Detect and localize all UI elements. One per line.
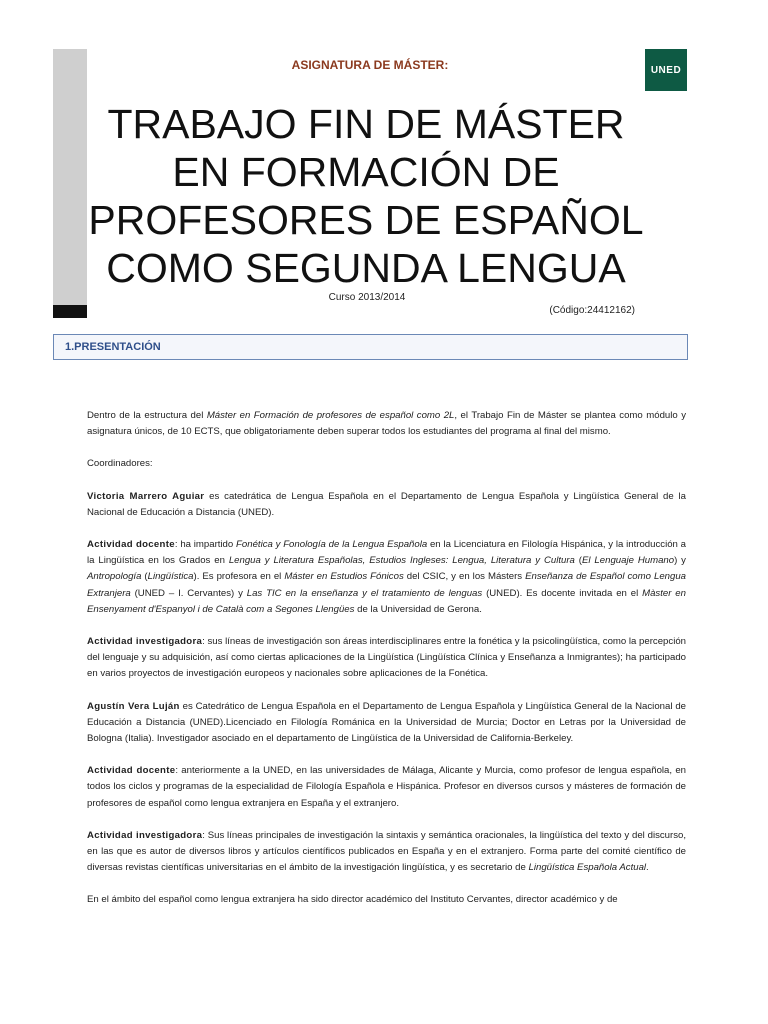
text-run: es Catedrático de Lengua Española en el Departamento de Lengua Española y Lingüística General de la Nacional de Educación a Distancia (UNED).Licenciado en Filología Románica en la Universidad de Murcia; Doctor en Letras por la Universidad de Bologna (Italia). Investigador asociado en el departamento de Lingüística de la Universidad de California-Berkeley.: [87, 700, 687, 745]
italic-run: Antropología: [87, 571, 142, 583]
text-run: (: [141, 571, 148, 583]
body-paragraph: [87, 699, 686, 748]
text-run: : ha impartido: [174, 539, 237, 551]
italic-run: Lingüística: [147, 571, 194, 583]
bold-run: Actividad docente: [87, 765, 176, 777]
body-paragraph: [87, 408, 686, 440]
body-paragraph: [87, 489, 686, 521]
title-line: COMO SEGUNDA LENGUA: [106, 245, 626, 291]
text-run: : sus líneas de investigación son áreas interdisciplinares entre la fonética y la psicolingüística, como la percepción del lenguaje y su adquisición, así como ciertas aplicaciones de la Lingüística (Lingüística Clínica y Enseñanza a Inmigrantes); ha participado en varios proyectos de investigación europeos y nacionales sobre aplicaciones de la Fonética.: [87, 636, 686, 680]
body-paragraph: [87, 456, 686, 472]
bold-run: Victoria Marrero Aguiar: [87, 490, 205, 502]
text-run: Coordinadores:: [87, 458, 153, 470]
text-run: ) y: [674, 555, 686, 567]
decorative-black-bar: [53, 305, 87, 318]
italic-run: Enseñanza de Español como Lengua Extranjera: [87, 571, 686, 599]
text-run: : Sus líneas principales de investigación la sintaxis y semántica oracionales, la lingüística del texto y del discurso, en las que es autor de diversos libros y artículos científicos publicados en España y en el extranjero. Forma parte del comité científico de diversas revistas científicas universitarias en el ámbito de la investigación lingüística, y es secretario de: [87, 829, 686, 874]
text-run: del CSIC, y en los Másters: [403, 571, 526, 583]
body-paragraph: [87, 634, 686, 683]
section-title: 1.PRESENTACIÓN: [65, 341, 161, 353]
italic-run: Lengua y Literatura Españolas, Estudios Ingleses: Lengua, Literatura y Cultura: [228, 555, 575, 567]
text-run: de la Universidad de Gerona.: [354, 603, 482, 615]
text-run: , el Trabajo Fin de Máster se plantea como módulo y asignatura únicos, de 10 ECTS, que obligatoriamente deben superar todos los estudiantes del programa al final del mismo.: [87, 410, 686, 438]
title-line: PROFESORES DE ESPAÑOL: [88, 197, 644, 243]
body-paragraph: [87, 828, 686, 877]
italic-run: Fonética y Fonología de la Lengua Española: [236, 539, 428, 551]
text-run: en la Licenciatura en Filología Hispánica, y la introducción a la Lingüística en los Grados en: [87, 539, 686, 567]
text-run: En el ámbito del español como lengua extranjera ha sido director académico del Instituto Cervantes, director académico y de: [87, 894, 618, 906]
italic-run: El Lenguaje Humano: [582, 555, 675, 567]
decorative-grey-bar: [53, 49, 87, 305]
text-run: (: [574, 555, 582, 567]
bold-run: Actividad docente: [87, 539, 175, 551]
uned-logo: UNED: [645, 49, 687, 91]
italic-run: Máster en Formación de profesores de español como 2L: [206, 410, 455, 421]
text-run: (UNED – I. Cervantes) y: [130, 587, 247, 599]
italic-run: Màster en Ensenyament d'Espanyol i de Català com a Segones Llengües: [87, 587, 686, 615]
body-paragraph: [87, 537, 686, 618]
title-line: EN FORMACIÓN DE: [172, 149, 560, 195]
bold-run: Agustín Vera Luján: [87, 700, 180, 712]
text-run: (UNED). Es docente invitada en el: [482, 587, 643, 599]
document-title: [87, 100, 645, 292]
italic-run: Máster en Estudios Fónicos: [284, 571, 404, 583]
text-run: Dentro de la estructura del: [87, 410, 207, 421]
document-body: [87, 408, 686, 925]
italic-run: Lingüística Española Actual: [528, 862, 647, 874]
course-year: Curso 2013/2014: [328, 292, 406, 303]
title-line: TRABAJO FIN DE MÁSTER: [107, 101, 625, 147]
bold-run: Actividad investigadora: [87, 636, 203, 648]
subject-kicker: ASIGNATURA DE MÁSTER:: [291, 58, 449, 72]
text-run: ). Es profesora en el: [193, 571, 285, 583]
italic-run: Las TIC en la enseñanza y el tratamiento de lenguas: [246, 587, 483, 599]
body-paragraph: [87, 763, 686, 812]
course-code: (Código:24412162): [549, 305, 635, 316]
text-run: es catedrática de Lengua Española en el Departamento de Lengua Española y Lingüística General de la Nacional de Educación a Distancia (UNED).: [87, 490, 687, 518]
bold-run: Actividad investigadora: [87, 829, 203, 841]
text-run: .: [646, 862, 649, 874]
text-run: : anteriormente a la UNED, en las universidades de Málaga, Alicante y Murcia, como profesor de lengua española, en todos los ciclos y programas de la especialidad de Filología Española e Hispánica. Profesor en diversos cursos y másteres de formación de profesores de español como lengua extranjera en España y el extranjero.: [87, 765, 686, 809]
section-header: [53, 334, 688, 360]
body-paragraph: [87, 892, 686, 908]
